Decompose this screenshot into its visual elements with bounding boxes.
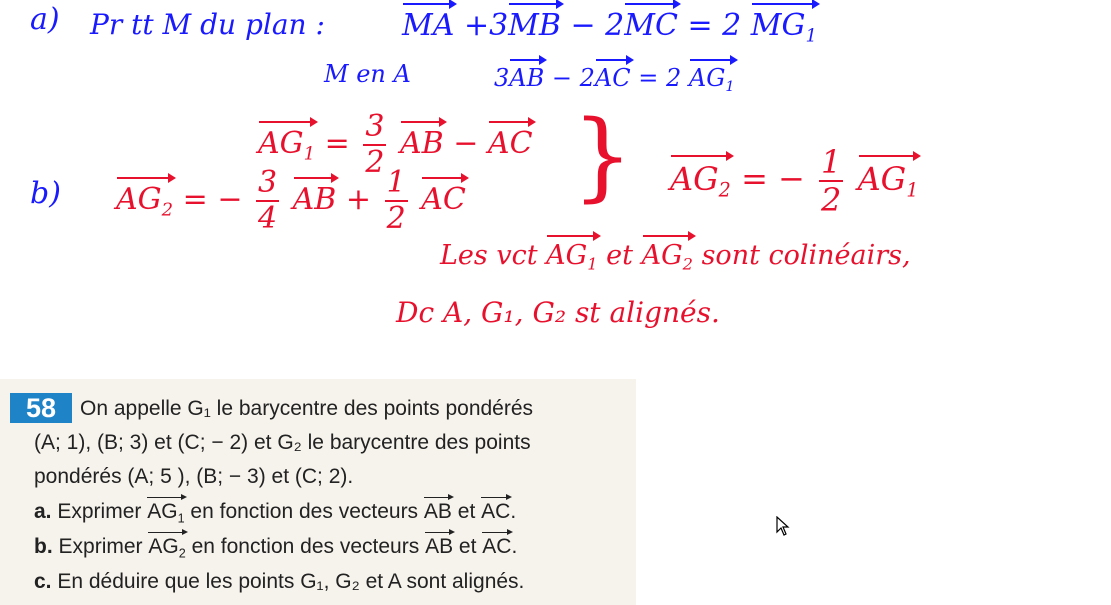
question-c-label: c. [34,570,52,593]
fraction-3-2: $\frac{3}{2}$ [365,109,385,180]
a-eq1-term4: = 2 [687,8,742,43]
exercise-line-2: (A; 1), (B; 3) et (C; − 2) et G₂ le barycentre des points [34,431,531,454]
a-eq2-term3: = 2 [638,64,682,92]
vec-ab: AB [425,535,454,558]
question-b-end: . [511,535,518,558]
mouse-pointer-icon [776,516,790,536]
vec-ab: AB [399,126,444,161]
fraction-1-2: $\frac{1}{2}$ [386,165,406,236]
exercise-line-3: pondérés (A; 5 ), (B; − 3) et (C; 2). [34,465,354,488]
vec-ac: AC [487,126,533,161]
a-eq1-term3: − 2 [570,8,625,43]
vec-ag1: $AG_1$ [857,159,919,202]
question-c-text: En déduire que les points G₁, G₂ et A sont alignés. [57,570,525,593]
vec-ac: AC [481,500,511,523]
a-equation-2 [494,64,735,95]
vec-ab: AB [292,182,337,217]
vec-ag2: $AG_2$ [641,240,693,274]
conclusion-line-2: Dc A, G₁, G₂ st alignés. [396,296,720,329]
b-eq1-term3: − [453,126,479,161]
question-b-pre: Exprimer [58,535,143,558]
question-b-et: et [458,535,477,558]
a-eq2-term1: 3 [494,64,510,92]
a-eq1-term2: +3 [463,8,509,43]
question-a-label: a. [34,500,52,523]
vec-mg1: $MG_1$ [750,8,817,47]
a-eq2-term2: − 2 [551,64,595,92]
vec-ma: MA [402,8,455,43]
b-result-term2: = − [741,159,805,198]
vec-ag1: $AG_1$ [147,500,185,526]
vec-ag2: $AG_2$ [148,535,186,561]
vec-mc: MC [624,8,678,43]
vec-ag2: $AG_2$ [116,182,174,221]
label-a: a) [30,2,60,37]
vec-ab: AB [423,500,452,523]
vec-mb: MB [508,8,561,43]
question-a [34,500,516,525]
question-a-pre: Exprimer [57,500,142,523]
vec-ag1: $AG_1$ [258,126,316,165]
question-b-label: b. [34,535,53,558]
b-eq2-term3: + [345,182,372,217]
fraction-1-2: $\frac{1}{2}$ [821,143,842,219]
question-c [34,570,524,594]
conclusion-text-3: sont colinéairs, [701,240,911,271]
exercise-line-1: On appelle G₁ le barycentre des points pondérés [80,397,534,420]
exercise-number-badge: 58 [10,393,72,423]
vec-ac: AC [482,535,512,558]
question-a-et: et [457,500,476,523]
b-equation-2 [116,165,466,236]
vec-ab: AB [509,64,545,92]
a-intro-text: Pr tt M du plan : [90,8,325,41]
question-a-mid: en fonction des vecteurs [190,500,419,523]
vec-ag1: $AG_1$ [688,64,735,96]
question-b [34,535,517,560]
m-en-a-note: M en A [324,60,411,88]
vec-ac: AC [594,64,631,92]
right-brace-icon: } [572,100,634,212]
b-result [670,143,919,219]
vec-ag2: $AG_2$ [670,159,731,202]
fraction-3-4: $\frac{3}{4}$ [258,165,278,236]
exercise-58-panel [0,379,636,605]
label-b: b) [30,176,61,211]
a-equation-1 [402,8,817,46]
conclusion-line-1 [440,240,911,274]
b-eq1-term2: = [324,126,350,161]
vec-ag1: $AG_1$ [546,240,598,274]
b-eq2-term2: = − [182,182,243,217]
vec-ac: AC [421,182,466,217]
conclusion-text-1: Les vct [440,240,538,271]
question-a-end: . [510,500,517,523]
conclusion-text-2: et [606,240,633,271]
question-b-mid: en fonction des vecteurs [191,535,420,558]
